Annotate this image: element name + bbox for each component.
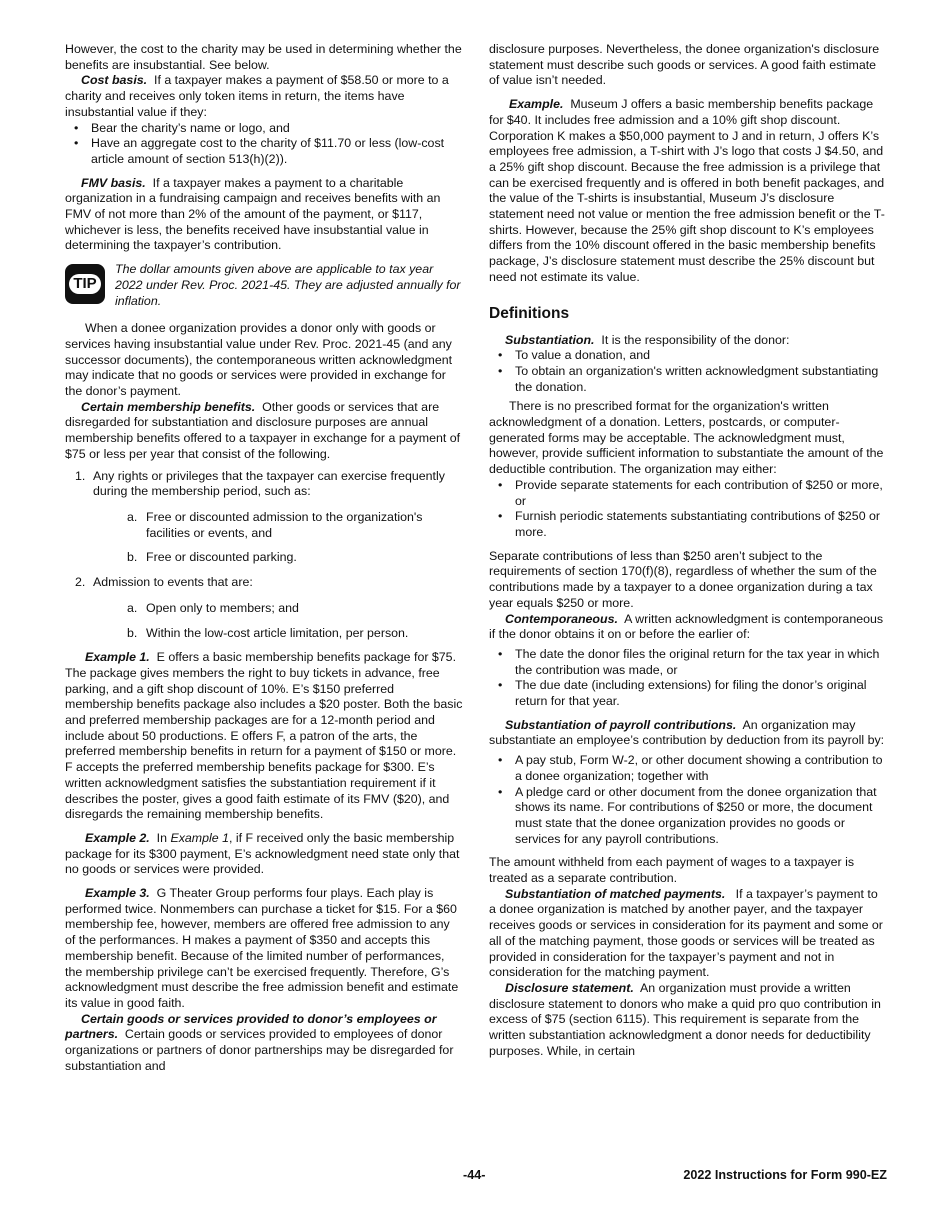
- list-item: • A pledge card or other document from the donee organization that shows its name. For contributions of $250 or more, the document must state that the donee organization provides no goods or services for any payroll contributions.: [489, 785, 887, 848]
- list-item: • Furnish periodic statements substantiating contributions of $250 or more.: [489, 509, 887, 540]
- list-item: • Have an aggregate cost to the charity of $11.70 or less (low-cost article amount of section 513(h)(2)).: [65, 136, 463, 167]
- list-item: [65, 575, 463, 641]
- matched-paragraph: [489, 887, 887, 981]
- fmv-basis-heading: FMV basis.: [81, 175, 146, 190]
- sub-list-item: a. Open only to members; and: [127, 600, 299, 615]
- contemporaneous-heading: Contemporaneous.: [505, 611, 618, 626]
- substantiation-list: [489, 348, 887, 395]
- substantiation-text: It is the responsibility of the donor:: [601, 332, 790, 347]
- example3-paragraph: [65, 886, 463, 1012]
- list-item: • A pay stub, Form W-2, or other document showing a contribution to a donee organization; together with: [489, 753, 887, 784]
- list-item: • The due date (including extensions) for filing the donor’s original return for that year.: [489, 678, 887, 709]
- example-heading: Example.: [509, 97, 564, 112]
- list-text: Any rights or privileges that the taxpayer can exercise frequently during the membership period, such as:: [93, 468, 445, 499]
- donee-paragraph: When a donee organization provides a donor only with goods or services having insubstantial value under Rev. Proc. 2021-45 (and any successor documents), the contemporaneous written acknowledgment may indicate that no goods or services were provided in exchange for the donor’s payment.: [65, 321, 453, 399]
- cost-basis-heading: Cost basis.: [81, 73, 148, 88]
- list-item: • Bear the charity’s name or logo, and: [65, 121, 463, 137]
- example2-paragraph: Example 2. In Example 1, if F received only the basic membership package for its $300 payment, E’s acknowledgment need state only that no goods or services were provided.: [65, 830, 460, 877]
- list-number: 1.: [75, 468, 86, 483]
- sub-list-item: b. Free or discounted parking.: [127, 550, 297, 565]
- list-item: • To value a donation, and: [489, 348, 887, 364]
- page-number: -44-: [463, 1168, 486, 1182]
- matched-heading: Substantiation of matched payments.: [505, 886, 726, 901]
- format-paragraph: There is no prescribed format for the organization's written acknowledgment of a donation. Letters, postcards, or computer-generated forms may be acceptable. The acknowledgment must, however, provide sufficient information to substantiate the amount of the deductible contribution. The organization may either:: [489, 399, 884, 477]
- goods-heading: Certain goods or services provided to donor’s employees or partners.: [65, 1011, 437, 1042]
- tip-icon: TIP: [65, 264, 105, 304]
- substantiation-paragraph: [489, 333, 887, 349]
- list-item: • To obtain an organization's written acknowledgment substantiating the donation.: [489, 364, 887, 395]
- example1-text: E offers a basic membership benefits package for $75. The package gives members the right to buy tickets in advance, free parking, and a gift shop discount of 10%. E’s $150 preferred membership benefits package also includes a $20 poster. Both the basic and preferred membership packages are for a 12-month period and include about 50 productions. E offers F, a patron of the arts, the preferred membership benefits in return for a payment of $150 or more. F accepts the preferred membership benefits package for $300. E’s written acknowledgment satisfies the substantiation requirement if it describes the poster, gives a good faith estimate of its FMV ($20), and disregards the remaining membership benefits.: [65, 650, 463, 822]
- right-column: [489, 42, 887, 1059]
- disclosure-paragraph: [489, 981, 887, 1060]
- cost-basis-list: [65, 121, 463, 168]
- separate-contributions-paragraph: Separate contributions of less than $250 aren’t subject to the requirements of section 170(f)(8), regardless of whether the sum of the contributions made by a taxpayer to a donee organization during a tax year equals $250 or more.: [489, 548, 877, 610]
- sub-list-item: b. Within the low-cost article limitation, per person.: [127, 625, 409, 640]
- matched-text: If a taxpayer’s payment to a donee organization is matched by another payer, and the taxpayer receives goods or services in consideration for its payment and some or all of the matching payment, those goods or services will be treated as provided in consideration for the taxpayer’s payment and not in consideration for the matching payment.: [489, 886, 883, 980]
- membership-heading: Certain membership benefits.: [81, 399, 256, 414]
- membership-text: Other goods or services that are disregarded for substantiation and disclosure purposes are annual membership benefits offered to a taxpayer in exchange for a payment of $75 or less per year that consist of the following.: [65, 399, 461, 461]
- intro-paragraph: However, the cost to the charity may be used in determining whether the benefits are insubstantial. See below.: [65, 42, 462, 72]
- example3-text: G Theater Group performs four plays. Each play is performed twice. Nonmembers can purchase a ticket for $15. For a $60 membership fee, however, members are offered free admission to any of the performances. H makes a payment of $350 and accepts this membership benefit. Because of the limited number of performances, the membership privilege can’t be exercised frequently. Therefore, G’s acknowledgment must describe the free admission benefit and estimate its value in good faith.: [65, 886, 459, 1010]
- format-list: [489, 478, 887, 541]
- substantiation-heading: Substantiation.: [505, 332, 595, 347]
- example1-paragraph: [65, 650, 463, 823]
- example-reference: Example 1: [170, 830, 229, 845]
- disclosure-heading: Disclosure statement.: [505, 980, 634, 995]
- list-number: 2.: [75, 575, 86, 590]
- sub-list-item: a. Free or discounted admission to the organization's facilities or events, and: [127, 509, 423, 540]
- example2-heading: Example 2.: [85, 830, 150, 845]
- sub-list: [93, 601, 463, 641]
- cost-basis-paragraph: [65, 73, 463, 120]
- goods-paragraph: [65, 1012, 463, 1075]
- list-item: [65, 469, 463, 567]
- contemporaneous-text: A written acknowledgment is contemporaneous if the donor obtains it on or before the earlier of:: [489, 611, 884, 642]
- payroll-list: [489, 753, 887, 847]
- continued-paragraph: disclosure purposes. Nevertheless, the donee organization's disclosure statement must describe such goods or services. A good faith estimate of value isn’t needed.: [489, 42, 880, 88]
- list-item: • The date the donor files the original return for the tax year in which the contribution was made, or: [489, 647, 887, 678]
- cost-basis-text: If a taxpayer makes a payment of $58.50 or more to a charity and receives only token items in return, the items have insubstantial value if they:: [65, 73, 449, 119]
- membership-paragraph: [65, 400, 463, 463]
- example-paragraph: [489, 97, 887, 285]
- contemporaneous-list: [489, 647, 887, 710]
- tip-text: The dollar amounts given above are applicable to tax year 2022 under Rev. Proc. 2021-45. They are adjusted annually for inflation.: [115, 262, 461, 308]
- list-item: • Provide separate statements for each contribution of $250 or more, or: [489, 478, 887, 509]
- fmv-basis-text: If a taxpayer makes a payment to a charitable organization in a fundraising campaign and receives benefits with an FMV of not more than 2% of the amount of the payment, or $117, whichever is less, the benefits received have insubstantial value in determining the taxpayer’s contribution.: [65, 175, 441, 253]
- withheld-paragraph: The amount withheld from each payment of wages to a taxpayer is treated as a separate contribution.: [489, 855, 855, 886]
- goods-text: Certain goods or services provided to employees of donor organizations or partners of donor partnerships may be disregarded for substantiation and: [65, 1027, 454, 1073]
- tip-box: [65, 262, 463, 309]
- example-text: Museum J offers a basic membership benefits package for $40. It includes free admission and a 10% gift shop discount. Corporation K makes a $50,000 payment to J and in return, J offers K’s employees free admission, a T-shirt with J’s logo that costs J $4.50, and a 25% gift shop discount. Because the free admission is a privilege that can be exercised frequently and is offered in both benefit packages, and the value of the T-shirts is insubstantial, Museum J’s disclosure statement need not value or mention the free admission benefit or the T-shirts. However, because the 25% gift shop discount to K’s employees differs from the 10% discount offered in the basic membership benefits package, J’s disclosure statement must describe the 25% discount but need not estimate its value.: [489, 97, 885, 284]
- payroll-paragraph: [489, 718, 887, 749]
- payroll-text: An organization may substantiate an employee’s contribution by deduction from its payroll by:: [489, 717, 885, 748]
- contemporaneous-paragraph: [489, 612, 887, 643]
- document-title: 2022 Instructions for Form 990-EZ: [683, 1168, 887, 1182]
- membership-list: [65, 469, 463, 642]
- payroll-heading: Substantiation of payroll contributions.: [505, 717, 737, 732]
- definitions-heading: Definitions: [489, 304, 570, 322]
- left-column: [65, 42, 463, 1074]
- sub-list: [93, 510, 463, 566]
- fmv-basis-paragraph: [65, 176, 463, 255]
- example3-heading: Example 3.: [85, 886, 150, 901]
- example1-heading: Example 1.: [85, 650, 150, 665]
- disclosure-text: An organization must provide a written disclosure statement to donors who make a quid pro quo contribution in excess of $75 (section 6115). This requirement is separate from the written substantiation acknowledgment a donor needs for deductibility purposes. While, in certain: [489, 980, 881, 1058]
- list-text: Admission to events that are:: [93, 575, 253, 590]
